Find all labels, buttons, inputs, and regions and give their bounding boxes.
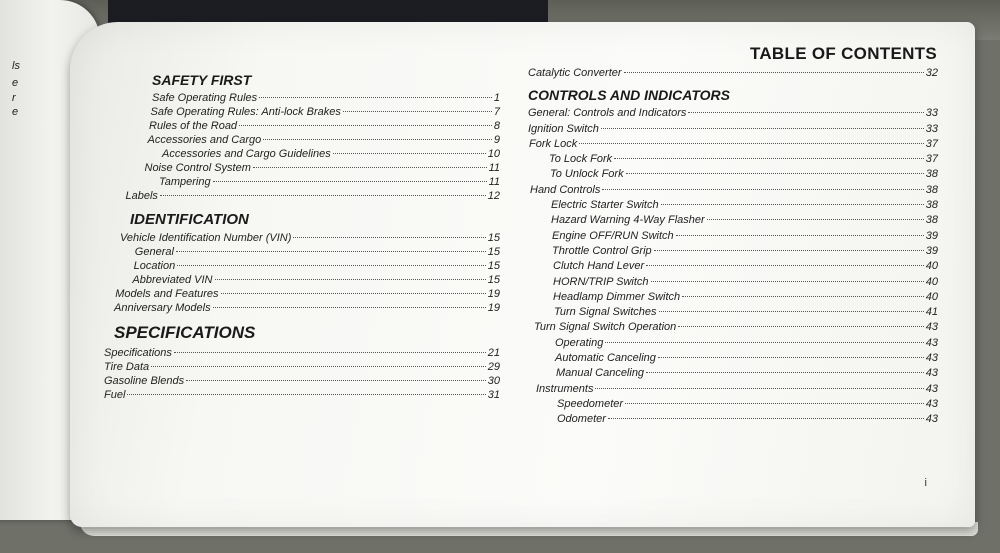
toc-entry-page: 33	[925, 122, 938, 135]
toc-entry-page: 40	[925, 275, 938, 288]
toc-entry[interactable]	[104, 231, 500, 245]
toc-entry-label: Accessories and Cargo Guidelines	[162, 148, 331, 160]
toc-entry[interactable]	[104, 133, 500, 147]
toc-entry-label: Abbreviated VIN	[132, 274, 213, 286]
toc-entry-page: 43	[925, 382, 938, 395]
dot-leader	[688, 112, 923, 113]
toc-entry[interactable]	[104, 105, 500, 119]
toc-entry[interactable]	[104, 147, 500, 161]
toc-entry-label: HORN/TRIP Switch	[553, 275, 649, 288]
toc-entry-label: Operating	[555, 336, 604, 349]
toc-entry[interactable]	[528, 320, 938, 335]
toc-entry-page: 39	[925, 244, 938, 257]
toc-entry-page: 12	[487, 190, 500, 202]
toc-entry-label: Rules of the Road	[149, 120, 238, 132]
toc-entry-page: 43	[925, 336, 938, 349]
dot-leader	[646, 265, 924, 266]
toc-entry-label: Location	[133, 260, 176, 272]
toc-right-column	[528, 66, 938, 428]
toc-entry-label: Manual Canceling	[556, 367, 645, 380]
dot-leader	[658, 357, 924, 358]
toc-entry[interactable]	[528, 66, 938, 81]
dot-leader	[707, 219, 924, 220]
toc-entry-page: 19	[487, 288, 500, 300]
dot-leader	[186, 380, 486, 381]
toc-entry[interactable]	[104, 259, 500, 273]
dot-leader	[127, 394, 485, 395]
toc-entry-page: 43	[925, 367, 938, 380]
dot-leader	[239, 125, 492, 126]
dot-leader	[601, 128, 924, 129]
toc-entry-label: Tampering	[159, 176, 211, 188]
toc-section-heading: SAFETY FIRST	[152, 72, 252, 88]
toc-entry-page: 15	[487, 246, 500, 258]
toc-entry-page: 43	[925, 321, 938, 334]
dot-leader	[253, 167, 487, 168]
toc-entry-label: Catalytic Converter	[528, 67, 622, 79]
toc-entry[interactable]	[528, 305, 938, 320]
dot-leader	[176, 251, 486, 252]
toc-entry-page: 31	[487, 389, 500, 401]
left-page-fragment: e	[12, 106, 19, 118]
toc-entry[interactable]	[528, 198, 938, 213]
toc-entry-label: Engine OFF/RUN Switch	[552, 229, 674, 242]
toc-entry-label: Specifications	[104, 347, 172, 359]
toc-entry-label: Fork Lock	[529, 137, 578, 150]
page-number: i	[924, 477, 927, 489]
toc-entry-page: 15	[487, 260, 500, 272]
toc-entry-page: 30	[487, 375, 500, 387]
toc-entry[interactable]	[528, 351, 938, 366]
toc-entry[interactable]	[104, 161, 500, 175]
toc-entry[interactable]	[528, 167, 938, 182]
toc-entry-page: 43	[925, 397, 938, 410]
dot-leader	[160, 195, 486, 196]
toc-entry-page: 43	[925, 413, 938, 426]
toc-section-heading: SPECIFICATIONS	[114, 323, 256, 342]
dot-leader	[602, 189, 923, 190]
dot-leader	[678, 326, 923, 327]
toc-entry[interactable]	[528, 106, 938, 121]
toc-entry[interactable]	[528, 122, 938, 137]
toc-entry[interactable]	[104, 119, 500, 133]
toc-entry-label: Throttle Control Grip	[552, 244, 652, 257]
toc-entry-label: Safe Operating Rules: Anti-lock Brakes	[150, 106, 341, 118]
dot-leader	[174, 352, 486, 353]
toc-entry-page: 15	[487, 274, 500, 286]
toc-entry-label: Noise Control System	[144, 162, 251, 174]
toc-entry-page: 38	[925, 199, 938, 212]
toc-entry-label: Odometer	[557, 413, 606, 426]
toc-entry-label: Labels	[125, 190, 158, 202]
toc-entry[interactable]	[528, 412, 938, 427]
toc-entry-page: 21	[487, 347, 500, 359]
dot-leader	[221, 293, 486, 294]
dot-leader	[614, 158, 924, 159]
toc-entry-label: Ignition Switch	[528, 122, 599, 135]
toc-entry-label: Electric Starter Switch	[551, 199, 659, 212]
toc-entry-label: Gasoline Blends	[104, 375, 185, 387]
toc-entry[interactable]	[104, 301, 500, 315]
toc-entry-label: Anniversary Models	[114, 302, 211, 314]
toc-entry[interactable]	[528, 183, 938, 198]
dot-leader	[624, 72, 924, 73]
toc-entry-label: Turn Signal Switches	[554, 306, 657, 319]
toc-entry[interactable]	[104, 91, 500, 105]
toc-entry-page: 11	[488, 162, 500, 174]
toc-entry[interactable]	[528, 244, 938, 259]
toc-entry[interactable]	[104, 360, 500, 374]
dot-leader	[177, 265, 486, 266]
dot-leader	[151, 366, 486, 367]
dot-leader	[626, 173, 924, 174]
toc-entry[interactable]	[528, 229, 938, 244]
dot-leader	[263, 139, 492, 140]
toc-entry-page: 15	[487, 232, 500, 244]
toc-entry[interactable]	[104, 245, 500, 259]
left-page-fragment: e	[12, 77, 19, 89]
toc-entry[interactable]	[528, 275, 938, 290]
dot-leader	[676, 235, 924, 236]
toc-entry-label: Turn Signal Switch Operation	[534, 321, 677, 334]
toc-section-heading: CONTROLS AND INDICATORS	[528, 87, 730, 104]
dot-leader	[215, 279, 486, 280]
toc-entry-page: 9	[493, 134, 500, 146]
toc-entry-page: 38	[925, 183, 938, 196]
toc-entry-page: 41	[925, 306, 938, 319]
toc-entry-page: 39	[925, 229, 938, 242]
toc-entry-page: 37	[925, 153, 938, 166]
toc-entry-label: Safe Operating Rules	[152, 92, 258, 104]
toc-page	[70, 22, 975, 527]
toc-entry-page: 40	[925, 260, 938, 273]
dot-leader	[293, 237, 485, 238]
dot-leader	[333, 153, 486, 154]
toc-entry[interactable]	[104, 374, 500, 388]
toc-entry-page: 10	[487, 148, 500, 160]
toc-entry[interactable]	[528, 137, 938, 152]
toc-entry-label: Accessories and Cargo	[147, 134, 262, 146]
toc-entry-page: 8	[493, 120, 500, 132]
toc-entry[interactable]	[104, 273, 500, 287]
toc-entry-page: 37	[925, 137, 938, 150]
toc-entry[interactable]	[528, 336, 938, 351]
dot-leader	[259, 97, 492, 98]
dot-leader	[213, 307, 486, 308]
toc-entry[interactable]	[104, 388, 500, 402]
toc-entry[interactable]	[528, 382, 938, 397]
toc-entry-label: Fuel	[104, 389, 126, 401]
toc-entry-label: Vehicle Identification Number (VIN)	[120, 232, 292, 244]
toc-entry-label: General: Controls and Indicators	[528, 107, 687, 120]
toc-entry-label: Hazard Warning 4-Way Flasher	[551, 214, 705, 227]
toc-entry-page: 33	[925, 107, 938, 120]
toc-entry[interactable]	[104, 346, 500, 360]
dot-leader	[625, 403, 924, 404]
toc-section-heading: IDENTIFICATION	[130, 211, 249, 228]
dot-leader	[343, 111, 492, 112]
toc-entry[interactable]	[104, 189, 500, 203]
toc-entry-label: To Unlock Fork	[550, 168, 624, 181]
dot-leader	[213, 181, 487, 182]
toc-entry-label: Automatic Canceling	[555, 352, 656, 365]
toc-entry-label: Headlamp Dimmer Switch	[553, 290, 681, 303]
left-page-fragment: r	[12, 92, 16, 104]
toc-entry[interactable]	[528, 152, 938, 167]
toc-entry-label: Speedometer	[557, 397, 624, 410]
dot-leader	[608, 418, 924, 419]
toc-entry-label: General	[134, 246, 174, 258]
toc-entry-page: 29	[487, 361, 500, 373]
page-title: TABLE OF CONTENTS	[749, 44, 937, 63]
toc-entry[interactable]	[528, 213, 938, 228]
toc-entry[interactable]	[528, 290, 938, 305]
dot-leader	[654, 250, 924, 251]
toc-entry-page: 38	[925, 214, 938, 227]
dot-leader	[651, 281, 924, 282]
toc-entry-page: 43	[925, 352, 938, 365]
toc-entry-page: 11	[488, 176, 500, 188]
toc-entry-label: Instruments	[536, 382, 594, 395]
toc-entry[interactable]	[104, 287, 500, 301]
left-page-fragment: ls	[12, 60, 20, 72]
toc-entry-label: Clutch Hand Lever	[553, 260, 645, 273]
toc-entry-page: 38	[925, 168, 938, 181]
toc-entry-page: 19	[487, 302, 500, 314]
toc-entry-page: 32	[925, 67, 938, 79]
dot-leader	[659, 311, 924, 312]
toc-entry-page: 40	[925, 290, 938, 303]
dot-leader	[682, 296, 924, 297]
toc-entry-page: 7	[493, 106, 500, 118]
toc-entry-label: To Lock Fork	[549, 153, 613, 166]
toc-entry[interactable]	[104, 175, 500, 189]
dot-leader	[661, 204, 924, 205]
dot-leader	[595, 388, 923, 389]
toc-entry-page: 1	[493, 92, 500, 104]
toc-entry-label: Tire Data	[104, 361, 150, 373]
toc-left-column	[104, 66, 500, 402]
toc-entry[interactable]	[528, 366, 938, 381]
dot-leader	[579, 143, 923, 144]
toc-entry-label: Hand Controls	[530, 183, 601, 196]
dot-leader	[605, 342, 923, 343]
toc-entry-label: Models and Features	[115, 288, 219, 300]
toc-entry[interactable]	[528, 397, 938, 412]
toc-entry[interactable]	[528, 259, 938, 274]
dot-leader	[646, 372, 924, 373]
